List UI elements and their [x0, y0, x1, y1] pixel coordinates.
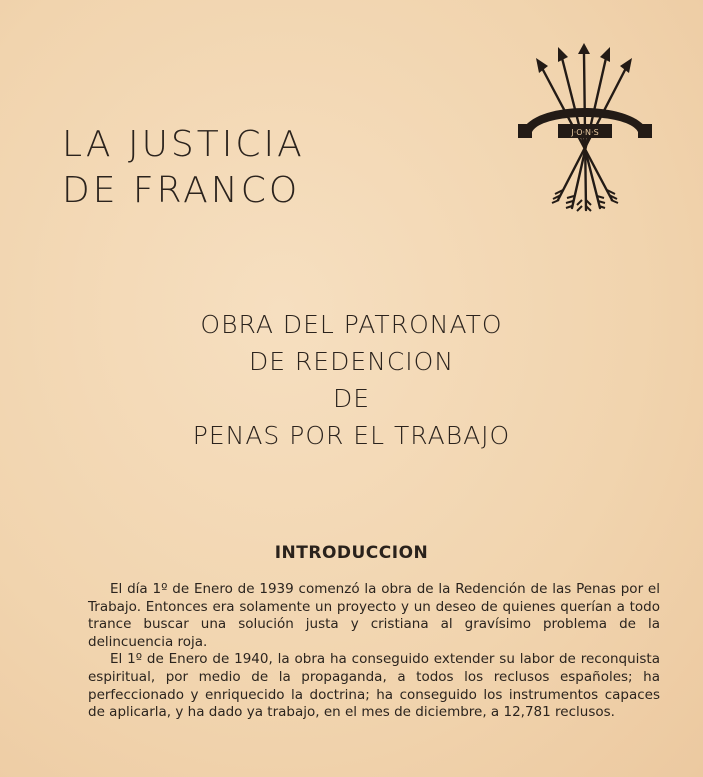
- title-line-1: LA JUSTICIA: [62, 124, 305, 165]
- document-subtitle: [0, 306, 703, 454]
- yoke-and-arrows-icon: [512, 40, 660, 222]
- paragraph-1: El día 1º de Enero de 1939 comenzó la obra de la Redención de las Penas por el Trabajo. Entonces era solamente un proyecto y un deseo de quienes querían a todo trance buscar una solución justa y cristiana al gravísimo problema de la delincuencia roja.: [88, 581, 660, 650]
- subtitle-line-2: DE REDENCION: [248, 347, 455, 376]
- subtitle-line-1: OBRA DEL PATRONATO: [200, 310, 503, 339]
- title-line-2: DE FRANCO: [62, 170, 301, 211]
- subtitle-line-3: DE: [332, 384, 371, 413]
- section-heading: INTRODUCCION: [274, 543, 429, 563]
- paragraph-2: El 1º de Enero de 1940, la obra ha conseguido extender su labor de reconquista espiritual, por medio de la propaganda, a todos los reclusos españoles; ha perfeccionado y enriquecido la doctrina; ha conseguido los instrumentos capaces de aplicarla, y ha dado ya trabajo, en el mes de diciembre, a 12,781 reclusos.: [88, 651, 660, 721]
- emblem-label: J·O·N·S: [571, 128, 599, 137]
- body-text: [88, 581, 660, 722]
- document-title: [62, 122, 305, 214]
- subtitle-line-4: PENAS POR EL TRABAJO: [192, 421, 511, 450]
